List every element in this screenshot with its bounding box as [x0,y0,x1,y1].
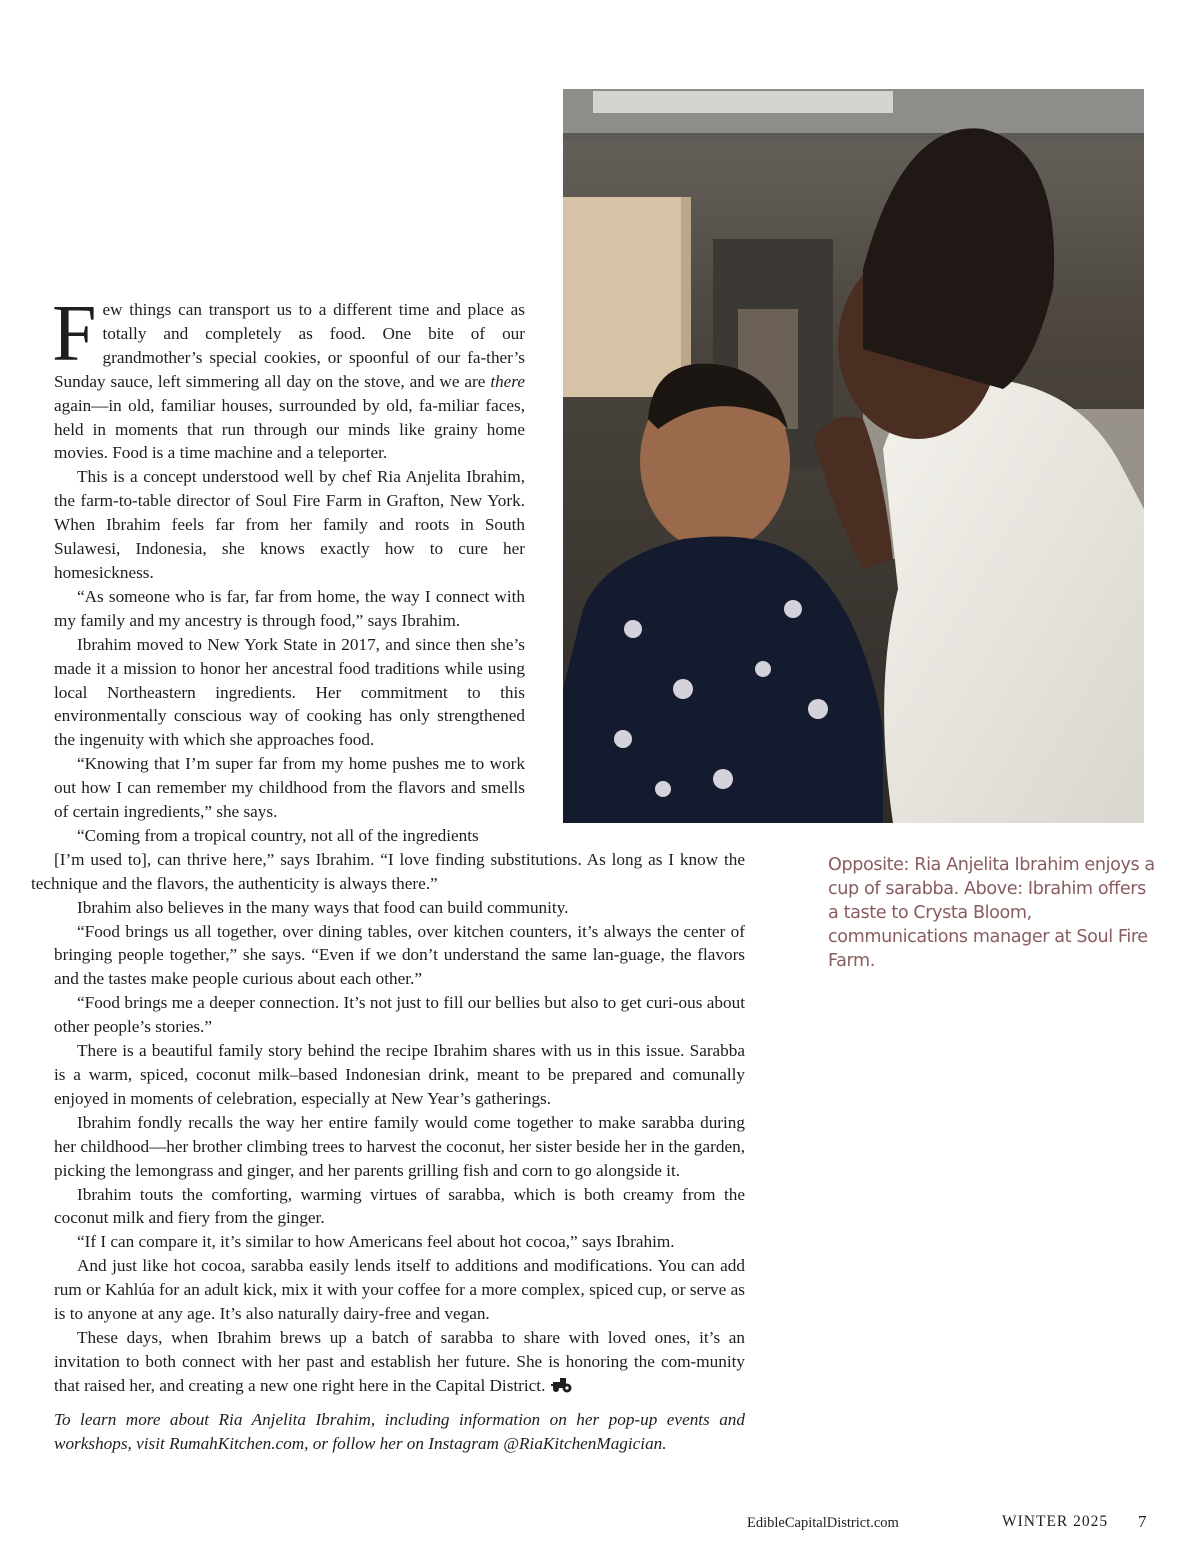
paragraph-closing: These days, when Ibrahim brews up a batch of sarabba to share with loved ones, it’s an invitation to both connect with her past and establish her future. She is honoring the com-munity that raised her, and creating a new one right here in the Capital District. [54,1327,745,1395]
paragraph: Ibrahim moved to New York State in 2017, and since then she’s made it a mission to honor her ancestral food traditions while using local Northeastern ingredients. Her commitment to this environmentally conscious way of cooking has only strengthened the ingenuity with which she approaches food. [54,634,525,750]
paragraph: Ibrahim fondly recalls the way her entire family would come together to make sarabba during her childhood—her brother climbing trees to harvest the coconut, her sister beside her in the garden, picking the lemongrass and ginger, and her parents grilling fish and corn to go alongside it. [54,1112,745,1180]
page-number: 7 [1138,1512,1147,1531]
paragraph: “Coming from a tropical country, not all of the ingredients [I’m used to], can thrive here,” says Ibrahim. “I love finding substitutions. As long as I know the technique and the flavors, the authenticity is always there.” [31,825,745,893]
paragraph: “Food brings me a deeper connection. It’s not just to fill our bellies but also to get curi-ous about other people’s stories.” [54,993,745,1037]
paragraph: “As someone who is far, far from home, the way I connect with my family and my ancestry is through food,” says Ibrahim. [54,586,525,630]
tractor-icon [551,1377,573,1393]
paragraph: Ibrahim also believes in the many ways that food can build community. [77,897,569,917]
paragraph: “Knowing that I’m super far from my home pushes me to work out how I can remember my childhood from the flavors and smells of certain ingredients,” she says. [54,754,525,822]
article-body [31,290,745,1456]
paragraph: This is a concept understood well by chef Ria Anjelita Ibrahim, the farm-to-table director of Soul Fire Farm in Grafton, New York. When Ibrahim feels far from her family and roots in South Sulawesi, Indonesia, she knows exactly how to cure her homesickness. [54,467,525,582]
drop-cap: F [52,290,97,378]
paragraph: “Food brings us all together, over dining tables, over kitchen counters, it’s always the center of bringing people together,” she says. “Even if we don’t understand the same lan-guage, the flavors and the tastes make people curious about each other.” [54,921,745,989]
footer-issue: WINTER 2025 [1002,1513,1109,1530]
paragraph: There is a beautiful family story behind the recipe Ibrahim shares with us in this issue. Sarabba is a warm, spiced, coconut milk–based Indonesian drink, meant to be prepared and comunally enjoyed in moments of celebration, especially at New Year’s gatherings. [54,1041,745,1108]
paragraph-intro: Few things can transport us to a different time and place as totally and completely as food. One bite of our grandmother’s special cookies, or spoonful of our fa-ther’s Sunday sauce, left simmering all day on the stove, and we are there again—in old, familiar houses, surrounded by old, fa-miliar faces, held in moments that run through our minds like grainy home movies. Food is a time machine and a teleporter. [52,290,525,463]
paragraph: And just like hot cocoa, sarabba easily lends itself to additions and modifications. You can add rum or Kahlúa for an adult kick, mix it with your coffee for a more complex, spiced cup, or serve as is to anyone at any age. It’s also naturally dairy-free and vegan. [54,1256,745,1324]
paragraph: Ibrahim touts the comforting, warming virtues of sarabba, which is both creamy from the coconut milk and fiery from the ginger. [54,1184,745,1228]
footer-website: EdibleCapitalDistrict.com [747,1515,899,1531]
tagline: To learn more about Ria Anjelita Ibrahim, including information on her pop-up events and workshops, visit RumahKitchen.com, or follow her on Instagram @RiaKitchenMagician. [54,1409,745,1453]
paragraph: “If I can compare it, it’s similar to how Americans feel about hot cocoa,” says Ibrahim. [77,1232,675,1252]
photo-caption: Opposite: Ria Anjelita Ibrahim enjoys a cup of sarabba. Above: Ibrahim offers a taste to Crysta Bloom, communications manager at Soul Fire Farm. [828,855,1155,971]
